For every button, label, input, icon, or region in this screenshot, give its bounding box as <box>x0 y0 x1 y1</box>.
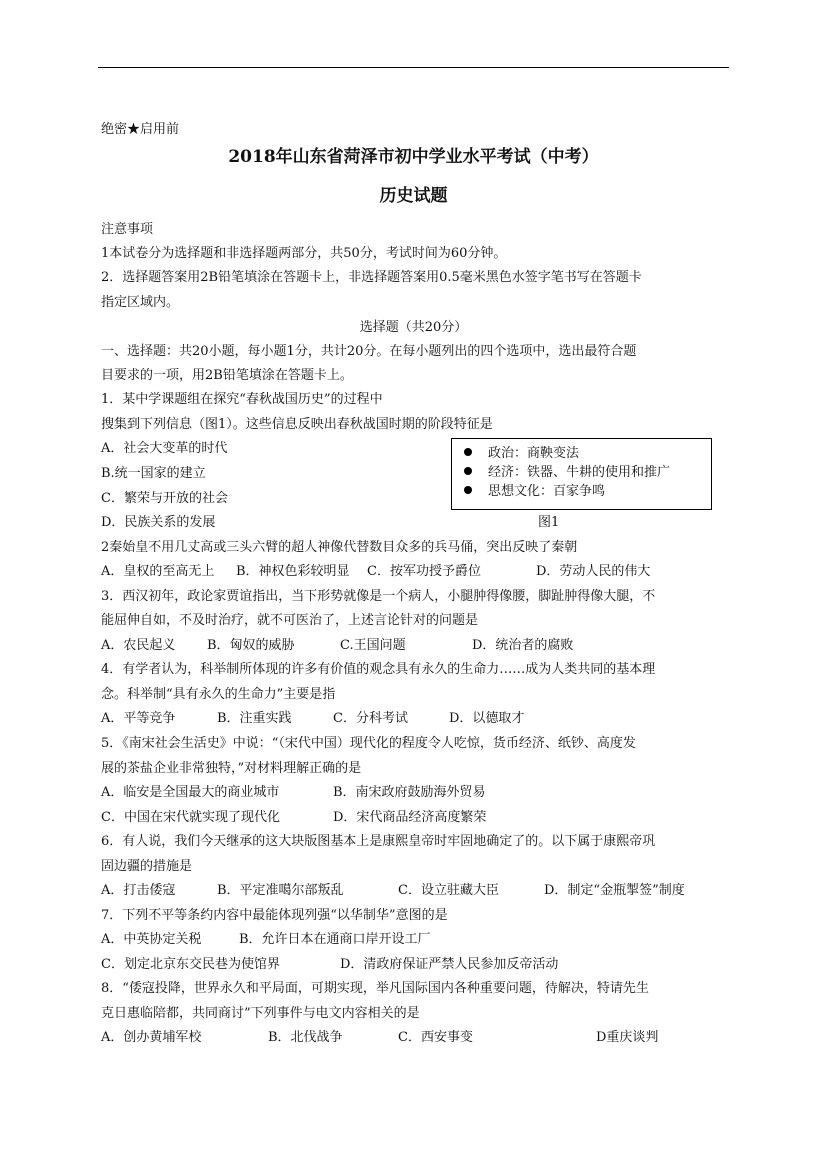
question-5-stem: 展的茶盐企业非常独特，”对材料理解正确的是 <box>101 761 362 776</box>
note-line: 1本试卷分为选择题和非选择题两部分，共50分，考试时间为60分钟。 <box>101 246 507 261</box>
question-1-option-c: C．繁荣与开放的社会 <box>101 491 228 506</box>
question-7-option-a: A．中英协定关税 <box>101 932 202 947</box>
question-3-option-b: B．匈奴的威胁 <box>207 638 295 653</box>
question-4-option-a: A．平等竞争 <box>101 711 176 726</box>
question-8-stem: 克日惠临陪都，共同商讨”下列事件与电文内容相关的是 <box>101 1006 420 1021</box>
figure-bullet-item: 思想文化：百家争鸣 <box>464 483 605 500</box>
figure-bullet-item: 经济：铁器、牛耕的使用和推广 <box>464 464 670 481</box>
question-6-option-a: A．打击倭寇 <box>101 883 176 898</box>
question-7-option-c: C．划定北京东交民巷为使馆界 <box>101 957 280 972</box>
question-2-option-c: C．按军功授予爵位 <box>367 564 481 579</box>
question-4-stem: 念。科举制“具有永久的生命力”主要是指 <box>101 687 336 702</box>
question-3-option-c: C.王国问题 <box>340 638 406 653</box>
header-rule <box>98 67 729 68</box>
question-6-option-d: D．制定“金瓶掣签”制度 <box>544 883 685 898</box>
question-7-stem: 7．下列不平等条约内容中最能体现列强“以华制华”意图的是 <box>101 908 448 923</box>
question-2-option-d: D．劳动人民的伟大 <box>536 564 651 579</box>
question-3-stem: 能屈伸自如，不及时治疗，就不可医治了，上述言论针对的问题是 <box>101 613 479 628</box>
question-8-option-b: B．北伐战争 <box>268 1030 343 1045</box>
question-3-option-d: D．统治者的腐败 <box>472 638 574 653</box>
section-intro-line: 一、选择题：共20小题，每小题1分，共计20分。在每小题列出的四个选项中，选出最符合题 <box>101 344 637 359</box>
question-3-option-a: A．农民起义 <box>101 638 176 653</box>
question-1-stem: 搜集到下列信息（图1）。这些信息反映出春秋战国时期的阶段特征是 <box>101 417 493 432</box>
secret-mark: 绝密★启用前 <box>101 122 180 137</box>
question-2-stem: 2秦始皇不用几丈高或三头六臂的超人神像代替数目众多的兵马俑，突出反映了秦朝 <box>101 540 578 555</box>
figure-bullet-item: 政治：商鞅变法 <box>464 445 579 462</box>
question-3-stem: 3．西汉初年，政论家贾谊指出，当下形势就像是一个病人，小腿肿得像腰，脚趾肿得像大腿，不 <box>101 589 656 604</box>
bullet-icon <box>464 486 472 494</box>
question-7-option-b: B．允许日本在通商口岸开设工厂 <box>239 932 431 947</box>
exam-title: 2018年山东省菏泽市初中学业水平考试（中考） <box>228 147 599 167</box>
bullet-icon <box>464 448 472 456</box>
question-8-option-d: D重庆谈判 <box>596 1030 659 1045</box>
exam-subtitle: 历史试题 <box>379 186 448 206</box>
question-5-option-c: C．中国在宋代就实现了现代化 <box>101 810 280 825</box>
note-line: 指定区域内。 <box>101 295 180 310</box>
question-8-option-a: A．创办黄埔军校 <box>101 1030 202 1045</box>
question-2-option-a: A．皇权的至高无上 <box>101 564 215 579</box>
question-6-stem: 6．有人说，我们今天继承的这大块版图基本上是康熙皇帝时牢固地确定了的。以下属于康熙帝巩 <box>101 834 656 849</box>
question-1-option-a: A．社会大变革的时代 <box>101 441 228 456</box>
question-5-option-d: D．宋代商品经济高度繁荣 <box>333 810 487 825</box>
question-1-option-d: D．民族关系的发展 <box>101 515 216 530</box>
question-4-option-b: B．注重实践 <box>217 711 292 726</box>
question-6-option-c: C．设立驻藏大臣 <box>398 883 499 898</box>
question-5-option-a: A．临安是全国最大的商业城市 <box>101 785 280 800</box>
bullet-icon <box>464 467 472 475</box>
section-heading: 选择题（共20分） <box>359 320 468 335</box>
question-4-option-d: D．以德取才 <box>449 711 525 726</box>
question-5-option-b: B．南宋政府鼓励海外贸易 <box>333 785 486 800</box>
question-2-option-b: B．神权色彩较明显 <box>236 564 350 579</box>
question-4-stem: 4．有学者认为，科举制所体现的许多有价值的观念具有永久的生命力……成为人类共同的基本理 <box>101 662 656 677</box>
question-6-stem: 固边疆的措施是 <box>101 859 193 874</box>
question-1-stem: 1．某中学课题组在探究“春秋战国历史”的过程中 <box>101 392 383 407</box>
question-1-option-b: B.统一国家的建立 <box>101 466 206 481</box>
note-line: 2．选择题答案用2B铅笔填涂在答题卡上，非选择题答案用0.5毫米黑色水签字笔书写在答题卡 <box>101 270 642 285</box>
question-5-stem: 5．《南宋社会生活史》中说：“（宋代中国）现代化的程度令人吃惊，货币经济、纸钞、高度发 <box>101 736 636 751</box>
question-8-stem: 8．“倭寇投降，世界永久和平局面，可期实现，举凡国际国内各种重要问题，待解决，特请先生 <box>101 981 649 996</box>
question-8-option-c: C．西安事变 <box>398 1030 473 1045</box>
question-7-option-d: D．清政府保证严禁人民参加反帝活动 <box>340 957 559 972</box>
question-4-option-c: C．分科考试 <box>333 711 408 726</box>
question-6-option-b: B．平定准噶尔部叛乱 <box>217 883 344 898</box>
figure-1-caption: 图1 <box>538 515 560 530</box>
figure-1-box <box>451 438 712 510</box>
notes-heading: 注意事项 <box>101 222 154 237</box>
section-intro-line: 目要求的一项，用2B铅笔填涂在答题卡上。 <box>101 368 353 383</box>
